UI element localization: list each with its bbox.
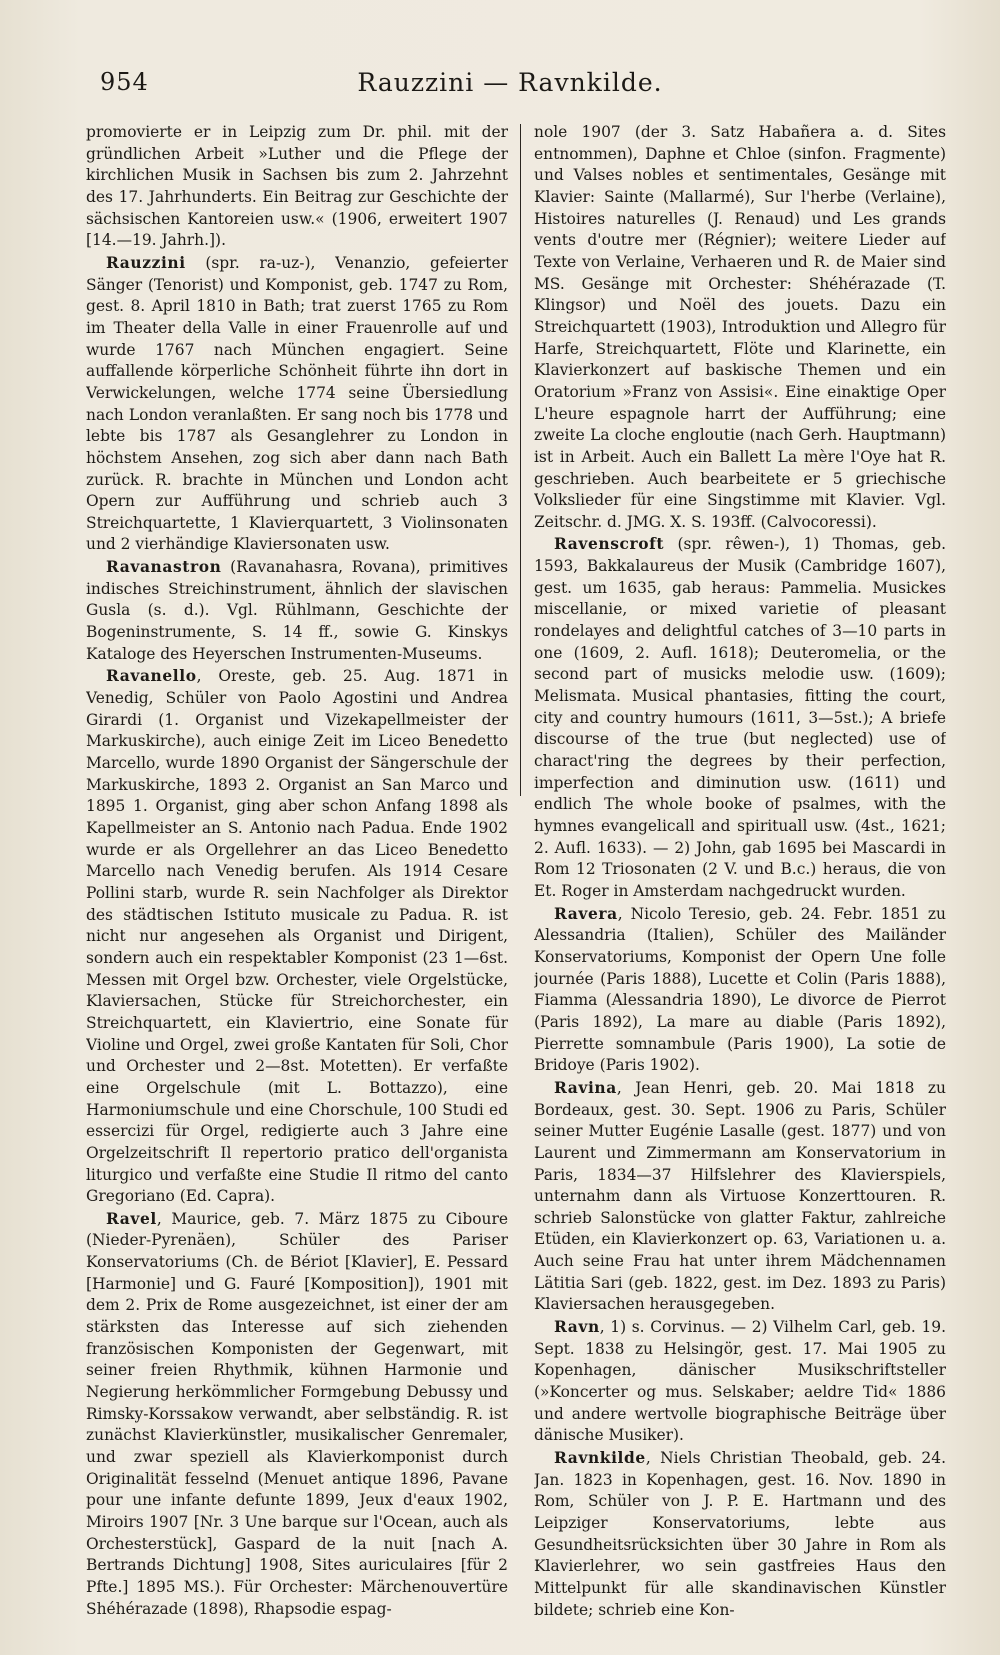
entry-headword: Ravina bbox=[554, 1077, 617, 1097]
left-column bbox=[86, 122, 508, 1622]
entry-ravanello bbox=[86, 665, 508, 1207]
entry-headword: Ravenscroft bbox=[554, 534, 665, 554]
entry-text: promovierte er in Leipzig zum Dr. phil. mit der gründlichen Arbeit »Luther und die Pflege der kirchlichen Musik in Sachsen bis zum 2. Jahrzehnt des 17. Jahrhunderts. Ein Beitrag zur Geschichte der sächsischen Kantoreien usw.« (1906, erweitert 1907 [14.—19. Jahrh.]). bbox=[86, 123, 508, 250]
entry-ravnkilde bbox=[534, 1447, 946, 1621]
entry-headword: Ravanastron bbox=[106, 557, 222, 577]
entry-headword: Ravnkilde bbox=[554, 1448, 646, 1468]
entry-text: , Maurice, geb. 7. März 1875 zu Ciboure (Nieder-Pyrenäen), Schüler des Pariser Konservatoriums (Ch. de Bériot [Klavier], E. Pessard [Harmonie] und G. Fauré [Komposition]), 1901 mit dem 2. Prix de Rome ausgezeichnet, ist einer der am stärksten das Interesse auf sich ziehenden französischen Komponisten der Gegenwart, mit seiner freien Rhythmik, kühnen Harmonie und Negierung herkömmlicher Formgebung Debussy und Rimsky-Korssakow verwandt, aber selbständig. R. ist zunächst Klavierkünstler, musikalischer Genremaler, und zwar speziell als Klavierkomponist durch Originalität fesselnd (Menuet antique 1896, Pavane pour une infante defunte 1899, Jeux d'eaux 1902, Miroirs 1907 [Nr. 3 Une barque sur l'Ocean, auch als Orchesterstück], Gaspard de la nuit [nach A. Bertrands Dichtung] 1908, Sites auriculaires [für 2 Pfte.] 1895 MS.). Für Orchester: Märchenouvertüre Shéhérazade (1898), Rhapsodie espag- bbox=[86, 1209, 508, 1618]
entry-text: (Ravanahasra, Rovana), primitives indisches Streichinstrument, ähnlich der slavischen Gusla (s. d.). Vgl. Rühlmann, Geschichte der Bogeninstrumente, S. 14 ff., sowie G. Kinskys Kataloge des Heyerschen Instrumenten-Museums. bbox=[86, 558, 508, 663]
entry-text: , Oreste, geb. 25. Aug. 1871 in Venedig, Schüler von Paolo Agostini und Andrea Girardi (1. Organist und Vizekapellmeister der Markuskirche), auch einige Zeit im Liceo Benedetto Marcello, wurde 1890 Organist der Sängerschule der Markuskirche, 1893 2. Organist an San Marco und 1895 1. Organist, ging aber schon Anfang 1898 als Kapellmeister an S. Antonio nach Padua. Ende 1902 wurde er als Orgellehrer an das Liceo Benedetto Marcello nach Venedig berufen. Als 1914 Cesare Pollini starb, wurde R. sein Nachfolger als Direktor des städtischen Istituto musicale zu Padua. R. ist nicht nur angesehen als Organist und Dirigent, sondern auch ein respektabler Komponist (23 1—6st. Messen mit Orgel bzw. Orchester, viele Orgelstücke, Klaviersachen, Stücke für Streichorchester, ein Streichquartett, ein Klaviertrio, eine Sonate für Violine und Orgel, zwei große Kantaten für Soli, Chor und Orchester und 2—8st. Motetten). Er verfaßte eine Orgelschule (mit L. Bottazzo), eine Harmoniumschule und eine Chorschule, 100 Studi ed essercizi für Orgel, redigierte auch 3 Jahre eine Orgelzeitschrift Il repertorio pratico dell'organista liturgico und verfaßte eine Studie Il ritmo del canto Gregoriano (Ed. Capra). bbox=[86, 667, 508, 1206]
entry-headword: Ravanello bbox=[106, 666, 197, 686]
entry-ravel bbox=[86, 1208, 508, 1620]
page-number: 954 bbox=[100, 68, 149, 96]
entry-headword: Ravera bbox=[554, 903, 618, 923]
entry-ravina bbox=[534, 1077, 946, 1316]
entry-ravenscroft bbox=[534, 533, 946, 902]
entry-ravanastron bbox=[86, 556, 508, 665]
entry-headword: Ravn bbox=[554, 1317, 600, 1337]
running-head: Rauzzini — Ravnkilde. bbox=[357, 68, 663, 97]
entry-text: , Nicolo Teresio, geb. 24. Febr. 1851 zu Alessandria (Italien), Schüler des Mailänder Konservatoriums, Komponist der Opern Une folle journée (Paris 1888), Lucette et Colin (Paris 1888), Fiamma (Alessandria 1890), Le divorce de Pierrot (Paris 1892), La mare au diable (Paris 1892), Pierrette somnambule (Paris 1900), La sotie de Bridoye (Paris 1902). bbox=[534, 904, 946, 1075]
entry-rauzzini bbox=[86, 252, 508, 556]
page-header bbox=[100, 68, 920, 108]
entry-headword: Rauzzini bbox=[106, 252, 186, 272]
entry-text: (spr. rêwen-), 1) Thomas, geb. 1593, Bakkalaureus der Musik (Cambridge 1607), gest. um 1635, gab heraus: Pammelia. Musickes miscellanie, or mixed varietie of pleasant rondelayes and delightful catches of 3—10 parts in one (1609, 2. Aufl. 1618); Deuteromelia, or the second part of musicks melodie usw. (1609); Melismata. Musical phantasies, fitting the court, city and country humours (1611, 3—5st.); A briefe discourse of the true (but neglected) use of charact'ring the degrees by their perfection, imperfection and diminution usw. (1611) und endlich The whole booke of psalmes, with the hymnes evangelicall and spirituall usw. (4st., 1621; 2. Aufl. 1633). — 2) John, gab 1695 bei Mascardi in Rom 12 Triosonaten (2 V. und B.c.) heraus, die von Et. Roger in Amsterdam nachgedruckt wurden. bbox=[534, 535, 946, 900]
entry-text: , 1) s. Corvinus. — 2) Vilhelm Carl, geb. 19. Sept. 1838 zu Helsingör, gest. 17. Mai 1905 zu Kopenhagen, dänischer Musikschriftsteller (»Koncerter og mus. Selskaber; aeldre Tid« 1886 und andere wertvolle biographische Beiträge über dänische Musiker). bbox=[534, 1318, 946, 1445]
column-divider bbox=[520, 124, 521, 796]
entry-text: , Niels Christian Theobald, geb. 24. Jan. 1823 in Kopenhagen, gest. 16. Nov. 1890 in Rom, Schüler von J. P. E. Hartmann und des Leipziger Konservatoriums, lebte aus Gesundheitsrücksichten über 30 Jahre in Rom als Klavierlehrer, wo sein gastfreies Haus den Mittelpunkt für alle skandinavischen Künstler bildete; schrieb eine Kon- bbox=[534, 1449, 946, 1619]
entry-headword: Ravel bbox=[106, 1208, 157, 1228]
entry-continuation bbox=[534, 122, 946, 533]
entry-text: , Jean Henri, geb. 20. Mai 1818 zu Bordeaux, gest. 30. Sept. 1906 zu Paris, Schüler seiner Mutter Eugénie Lasalle (gest. 1877) und von Laurent und Zimmermann am Konservatorium in Paris, 1834—37 Hilfslehrer des Klavierspiels, unternahm dann als Virtuose Konzerttouren. R. schrieb Salonstücke von glatter Faktur, zahlreiche Etüden, ein Klavierkonzert op. 63, Variationen u. a. Auch seine Frau hat unter ihrem Mädchennamen Lätitia Sari (geb. 1822, gest. im Dez. 1893 zu Paris) Klaviersachen herausgegeben. bbox=[534, 1078, 946, 1314]
right-column bbox=[534, 122, 946, 1622]
entry-ravera bbox=[534, 903, 946, 1077]
entry-ravn bbox=[534, 1316, 946, 1447]
entry-continuation bbox=[86, 122, 508, 252]
entry-text: (spr. ra-uz-), Venanzio, gefeierter Sänger (Tenorist) und Komponist, geb. 1747 zu Rom, gest. 8. April 1810 in Bath; trat zuerst 1765 zu Rom im Theater della Valle in einer Frauenrolle auf und wurde 1767 nach München engagiert. Seine auffallende körperliche Schönheit führte ihn dort in Verwickelungen, welche 1774 seine Übersiedlung nach London veranlaßten. Er sang noch bis 1778 und lebte bis 1787 als Gesanglehrer zu London in höchstem Ansehen, zog sich aber dann nach Bath zurück. R. brachte in München und London acht Opern zur Aufführung und schrieb auch 3 Streichquartette, 1 Klavierquartett, 3 Violinsonaten und 2 vierhändige Klaviersonaten usw. bbox=[86, 253, 508, 554]
entry-text: nole 1907 (der 3. Satz Habañera a. d. Sites entnommen), Daphne et Chloe (sinfon. Fragmente) und Valses nobles et sentimentales, Gesänge mit Klavier: Sainte (Mallarmé), Sur l'herbe (Verlaine), Histoires naturelles (J. Renaud) und Les grands vents d'outre mer (Régnier); weitere Lieder auf Texte von Verlaine, Verhaeren und R. de Maier sind MS. Gesänge mit Orchester: Shéhérazade (T. Klingsor) und Noël des jouets. Dazu ein Streichquartett (1903), Introduktion und Allegro für Harfe, Streichquartett, Flöte und Klarinette, ein Klavierkonzert auf baskische Themen und ein Oratorium »Franz von Assisi«. Eine einaktige Oper L'heure espagnole harrt der Aufführung; eine zweite La cloche engloutie (nach Gerh. Hauptmann) ist in Arbeit. Auch ein Ballett La mère l'Oye hat R. geschrieben. Auch bearbeitete er 5 griechische Volkslieder für eine Singstimme mit Klavier. Vgl. Zeitschr. d. JMG. X. S. 193ff. (Calvocoressi). bbox=[534, 123, 946, 531]
